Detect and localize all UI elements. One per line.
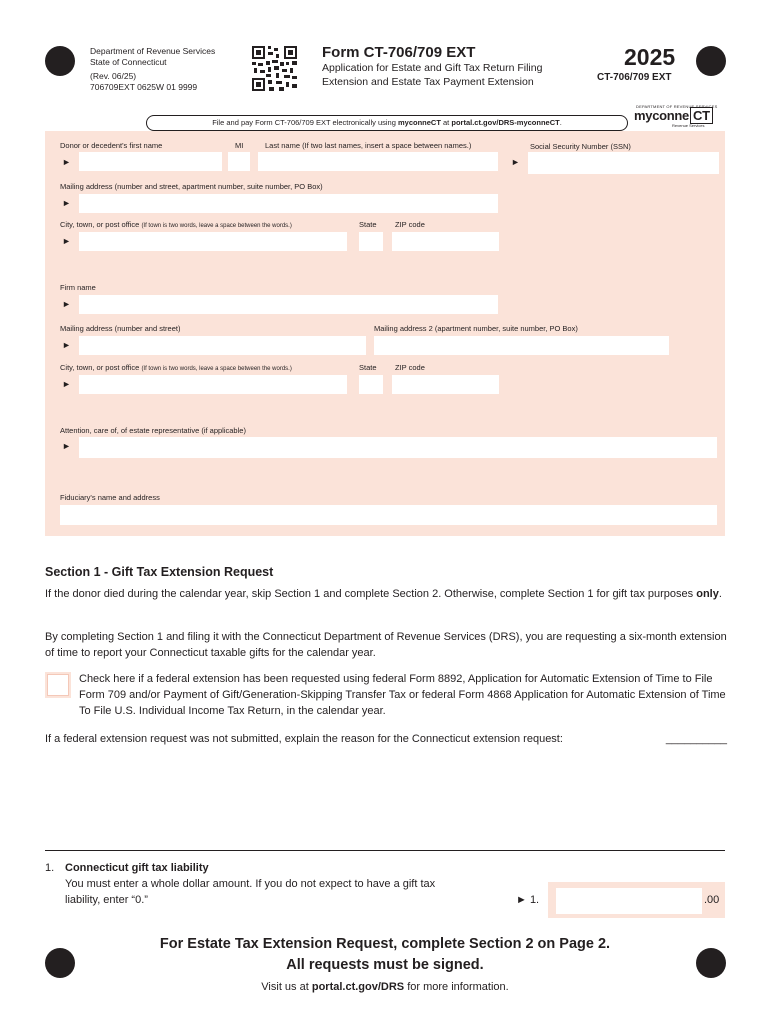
explain-blank[interactable]: __________	[665, 733, 727, 745]
state-label: State	[359, 220, 377, 229]
arrow-icon: ►	[62, 441, 71, 451]
firm-name-field[interactable]	[79, 295, 498, 314]
firm-city-label: City, town, or post office (If town is two words, leave a space between the words.)	[60, 363, 292, 372]
line1-description: Connecticut gift tax liability You must enter a whole dollar amount. If you do not expect to have a gift tax liability, enter “0.”	[65, 862, 436, 906]
footer-instruction: For Estate Tax Extension Request, complete Section 2 on Page 2.	[159, 936, 611, 952]
fiduciary-field[interactable]	[60, 505, 717, 525]
arrow-icon: ►	[62, 379, 71, 389]
ssn-label: Social Security Number (SSN)	[530, 142, 631, 151]
form-subtitle: Application for Estate and Gift Tax Return Filing Extension and Estate Tax Payment Extension	[322, 62, 543, 88]
arrow-icon: ►	[62, 157, 71, 167]
fiduciary-label: Fiduciary's name and address	[60, 493, 160, 502]
form-title: Form CT-706/709 EXT	[322, 44, 476, 61]
divider	[45, 850, 725, 851]
agency-block	[90, 46, 215, 93]
last-name-field[interactable]	[258, 152, 498, 171]
firm-mailing2-label: Mailing address 2 (apartment number, suite number, PO Box)	[374, 324, 578, 333]
explain-label: If a federal extension request was not submitted, explain the reason for the Connecticut extension request: __________	[45, 733, 727, 745]
section1-instructions: If the donor died during the calendar year, skip Section 1 and complete Section 2. Otherwise, complete Section 1 for gift tax purposes only.	[45, 588, 722, 600]
zip-label: ZIP code	[395, 220, 425, 229]
first-name-field[interactable]	[79, 152, 222, 171]
footer-signature-note: All requests must be signed.	[286, 957, 484, 973]
firm-zip-label: ZIP code	[395, 363, 425, 372]
registration-mark-top-right	[696, 46, 726, 76]
city-field[interactable]	[79, 232, 347, 251]
arrow-icon: ►	[62, 299, 71, 309]
footer-visit: Visit us at portal.ct.gov/DRS for more information.	[261, 981, 509, 993]
cents-label: .00	[704, 894, 720, 906]
arrow-icon: ►	[62, 340, 71, 350]
form-code: CT-706/709 EXT	[597, 72, 672, 83]
revision: (Rev. 06/25)	[90, 71, 137, 81]
firm-city-field[interactable]	[79, 375, 347, 394]
firm-mailing-field[interactable]	[79, 336, 366, 355]
efile-banner: File and pay Form CT-706/709 EXT electronically using myconneCT at portal.ct.gov/DRS-myconneCT.	[146, 115, 628, 131]
state-field[interactable]	[359, 232, 383, 251]
arrow-icon: ►	[62, 236, 71, 246]
tax-year: 2025	[624, 44, 676, 70]
gift-tax-liability-field[interactable]	[556, 888, 702, 914]
city-label: City, town, or post office (If town is two words, leave a space between the words.)	[60, 220, 292, 229]
firm-mailing2-field[interactable]	[374, 336, 669, 355]
firm-name-label: Firm name	[60, 283, 96, 292]
registration-mark-top-left	[45, 46, 75, 76]
first-name-label: Donor or decedent's first name	[60, 141, 163, 150]
qr-code-icon	[252, 46, 297, 91]
mailing-address-field[interactable]	[79, 194, 498, 213]
arrow-icon: ►	[511, 157, 520, 167]
line1-number: 1.	[45, 862, 55, 874]
section1-purpose: By completing Section 1 and filing it with the Connecticut Department of Revenue Services (DRS), you are requesting a six-month extension of time to report your Connecticut taxable gifts for the calendar year.	[45, 631, 727, 659]
ssn-field[interactable]	[528, 152, 719, 174]
dept-name: Department of Revenue Services	[90, 46, 216, 56]
firm-state-label: State	[359, 363, 377, 372]
firm-mailing-label: Mailing address (number and street)	[60, 324, 181, 333]
attention-label: Attention, care of, of estate representative (if applicable)	[60, 426, 246, 435]
firm-zip-field[interactable]	[392, 375, 499, 394]
taxpayer-info-panel	[45, 131, 725, 536]
mi-field[interactable]	[228, 152, 250, 171]
federal-extension-text: Check here if a federal extension has been requested using federal Form 8892, Application for Automatic Extension of Time to File Form 709 and/or Payment of Gift/Generation-Skipping Transfer Tax or federal Form 4868 Application for Automatic Extension of Time To File U.S. Individual Income Tax Return, in the calendar year.	[79, 673, 726, 717]
mailing-address-label: Mailing address (number and street, apartment number, suite number, PO Box)	[60, 182, 323, 191]
line1-reference: ► 1.	[516, 894, 540, 906]
form-id-code: 706709EXT 0625W 01 9999	[90, 82, 198, 92]
arrow-icon: ►	[62, 198, 71, 208]
mi-label: MI	[235, 141, 244, 150]
myconnect-logo: DEPARTMENT OF REVENUE SERVICES myconne CT Revenue Services	[634, 104, 718, 128]
federal-extension-checkbox[interactable]	[47, 674, 69, 696]
state-name: State of Connecticut	[90, 57, 167, 67]
zip-field[interactable]	[392, 232, 499, 251]
firm-state-field[interactable]	[359, 375, 383, 394]
attention-field[interactable]	[79, 437, 717, 458]
last-name-label: Last name (If two last names, insert a space between names.)	[265, 141, 472, 150]
section1-title: Section 1 - Gift Tax Extension Request	[45, 565, 274, 579]
